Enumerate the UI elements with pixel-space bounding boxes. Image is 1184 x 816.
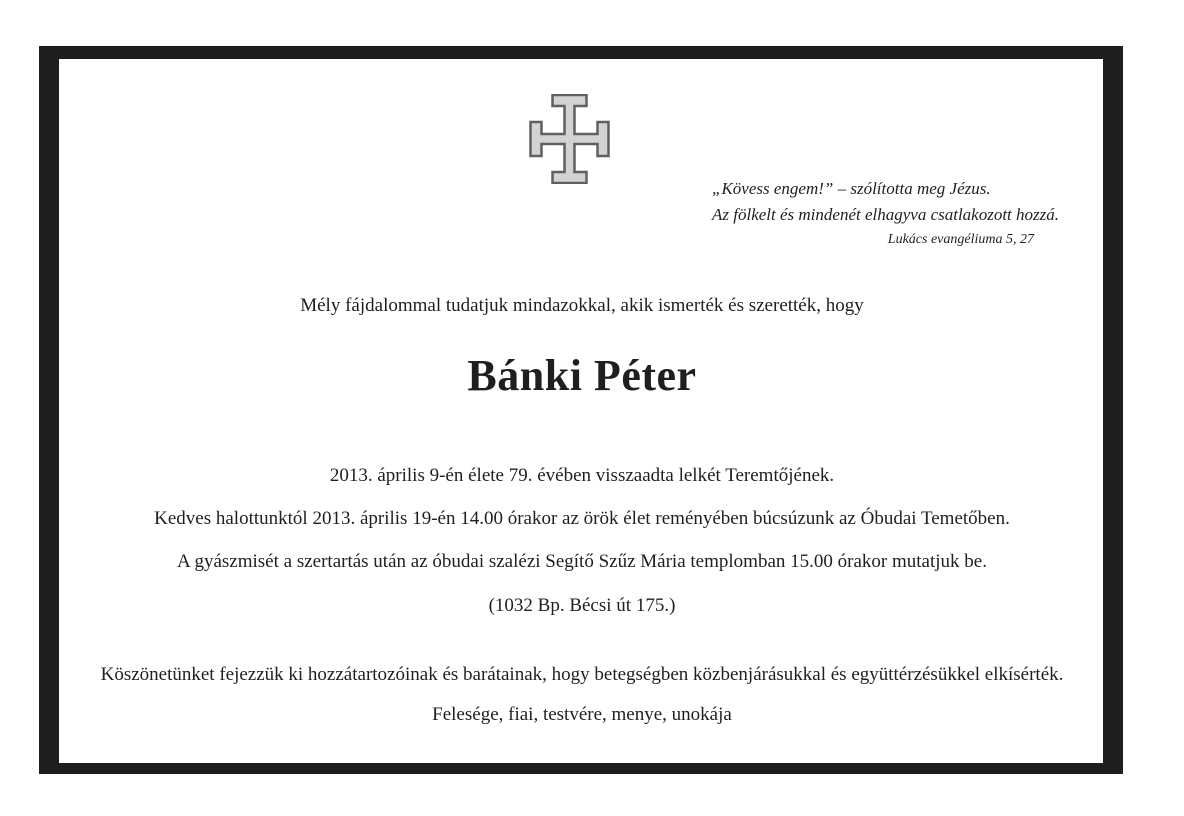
scripture-quote-attribution: Lukács evangéliuma 5, 27 [887,232,1034,247]
scripture-quote-line-2: Az fölkelt és mindenét elhagyva csatlakozott hozzá. [712,205,1060,224]
death-date-line: 2013. április 9-én élete 79. évében visszaadta lelkét Teremtőjének. [329,465,835,486]
cross-potent-icon [529,94,610,184]
scripture-quote [712,176,1064,250]
announcement-line: Mély fájdalommal tudatjuk mindazokkal, akik ismerték és szerették, hogy [300,295,864,316]
mourners-line: Felesége, fiai, testvére, menye, unokája [432,704,732,725]
funeral-info-line: Kedves halottunktól 2013. április 19-én 14.00 órakor az örök élet reményében búcsúzunk az Óbudai Temetőben. [154,508,1010,529]
scripture-quote-line-1: „Kövess engem!” – szólította meg Jézus. [712,179,991,198]
mass-info-line: A gyászmisét a szertartás után az óbudai szalézi Segítő Szűz Mária templomban 15.00 órakor mutatjuk be. [177,551,987,572]
gratitude-line: Köszönetünket fejezzük ki hozzátartozóinak és barátainak, hogy betegségben közbenjárásukkal és együttérzésükkel elkísérték. [100,664,1064,685]
deceased-name: Bánki Péter [467,351,697,400]
church-address-line: (1032 Bp. Bécsi út 175.) [488,595,676,616]
